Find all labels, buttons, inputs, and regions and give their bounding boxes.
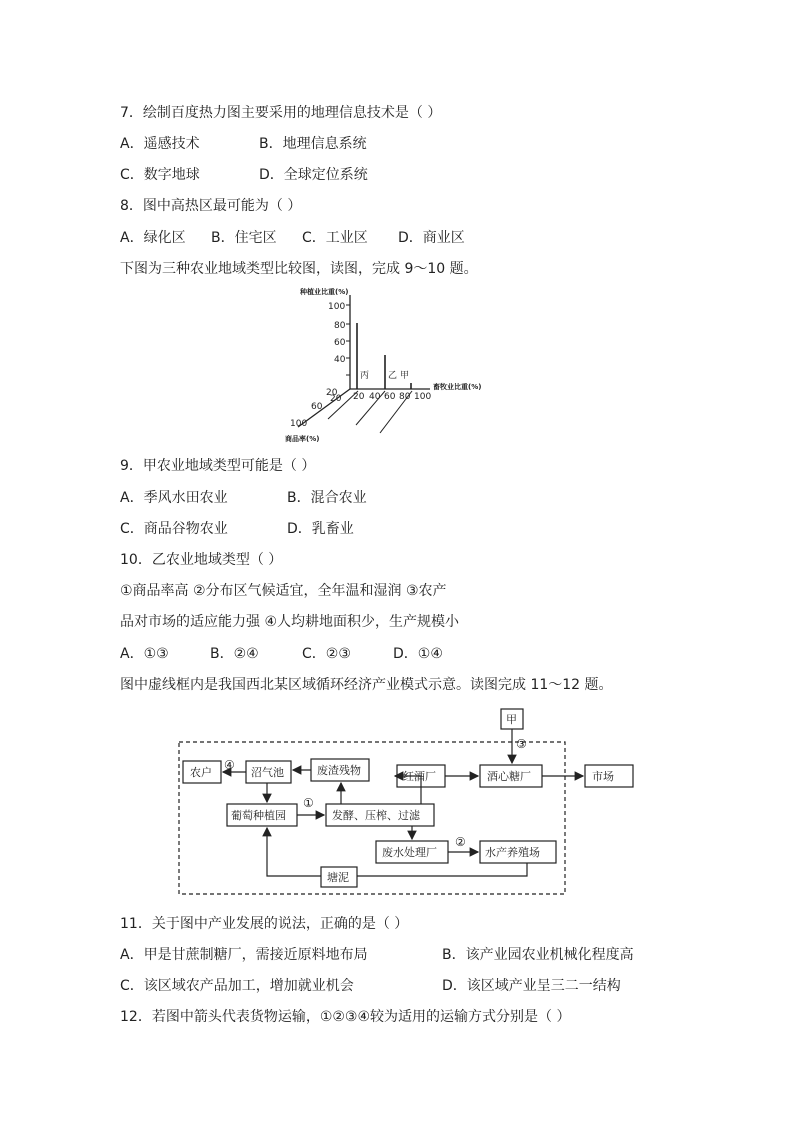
q7-option-d: D．全球定位系统 <box>259 167 368 183</box>
chart-xlabel: 畜牧业比重(%) <box>433 383 482 391</box>
label-yi: 乙 <box>388 371 398 381</box>
ytick: 20 <box>326 388 338 398</box>
ztick: 20 <box>330 394 342 404</box>
q10-stem: 10．乙农业地域类型（ ） <box>120 552 283 568</box>
q11-option-b: B．该产业园农业机械化程度高 <box>442 947 634 963</box>
q8-option-c: C．工业区 <box>302 230 368 246</box>
label-jia: 甲 <box>400 371 410 381</box>
q10-option-d: D．①④ <box>393 646 443 662</box>
q9-stem: 9．甲农业地域类型可能是（ ） <box>120 458 316 474</box>
svg-text:水产养殖场: 水产养殖场 <box>485 846 540 859</box>
svg-text:红酒厂: 红酒厂 <box>403 770 436 783</box>
q12-stem: 12．若图中箭头代表货物运输，①②③④较为适用的运输方式分别是（ ） <box>120 1009 571 1025</box>
ytick: 100 <box>328 302 346 312</box>
svg-text:废渣残物: 废渣残物 <box>317 764 361 777</box>
q9-option-d: D．乳畜业 <box>287 521 354 537</box>
ztick: 60 <box>311 402 323 412</box>
ytick: 40 <box>334 355 346 365</box>
xtick: 80 <box>399 392 411 402</box>
svg-text:酒心糖厂: 酒心糖厂 <box>487 770 531 783</box>
q10-statement-line1: ①商品率高 ②分布区气候适宜，全年温和湿润 ③农产 <box>120 583 447 599</box>
q8-option-d: D．商业区 <box>398 230 465 246</box>
q10-option-a: A．①③ <box>120 646 169 662</box>
xtick: 40 <box>369 392 381 402</box>
q9-option-a: A．季风水田农业 <box>120 490 228 506</box>
svg-text:葡萄种植园: 葡萄种植园 <box>231 809 286 822</box>
svg-text:废水处理厂: 废水处理厂 <box>382 846 437 859</box>
intro-11-12: 图中虚线框内是我国西北某区域循环经济产业模式示意。读图完成 11～12 题。 <box>120 677 613 693</box>
q8-option-a: A．绿化区 <box>120 230 186 246</box>
chart-zlabel: 商品率(%) <box>285 435 320 443</box>
chart-ylabel: 种植业比重(%) <box>300 288 349 296</box>
label-4: ④ <box>224 758 235 772</box>
q8-stem: 8．图中高热区最可能为（ ） <box>120 198 302 214</box>
label-bing: 丙 <box>360 371 370 381</box>
xtick: 20 <box>353 392 365 402</box>
svg-text:发酵、压榨、过滤: 发酵、压榨、过滤 <box>332 809 420 822</box>
q11-stem: 11．关于图中产业发展的说法，正确的是（ ） <box>120 916 409 932</box>
intro-9-10: 下图为三种农业地域类型比较图，读图，完成 9～10 题。 <box>120 261 478 277</box>
ztick: 100 <box>290 419 308 429</box>
q10-option-b: B．②④ <box>210 646 259 662</box>
ytick: 80 <box>334 321 346 331</box>
agriculture-comparison-chart <box>280 285 520 445</box>
ytick: 60 <box>334 338 346 348</box>
svg-text:市场: 市场 <box>592 770 614 783</box>
xtick: 60 <box>384 392 396 402</box>
q7-option-a: A．遥感技术 <box>120 136 200 152</box>
q9-option-b: B．混合农业 <box>287 490 367 506</box>
q7-option-c: C．数字地球 <box>120 167 200 183</box>
q7-option-b: B．地理信息系统 <box>259 136 367 152</box>
q11-option-d: D．该区域产业呈三二一结构 <box>442 978 621 994</box>
q10-option-c: C．②③ <box>302 646 351 662</box>
q7-stem: 7．绘制百度热力图主要采用的地理信息技术是（ ） <box>120 105 442 121</box>
q9-option-c: C．商品谷物农业 <box>120 521 228 537</box>
circular-economy-diagram <box>175 705 645 900</box>
q8-option-b: B．住宅区 <box>211 230 277 246</box>
svg-text:甲: 甲 <box>506 713 517 726</box>
label-2: ② <box>455 835 466 849</box>
q11-option-c: C．该区域农产品加工，增加就业机会 <box>120 978 354 994</box>
svg-text:农户: 农户 <box>190 766 212 779</box>
q11-option-a: A．甲是甘蔗制糖厂，需接近原料地布局 <box>120 947 368 963</box>
q10-statement-line2: 品对市场的适应能力强 ④人均耕地面积少，生产规模小 <box>120 614 459 630</box>
label-1: ① <box>303 796 314 810</box>
xtick: 100 <box>414 392 432 402</box>
label-3: ③ <box>516 737 527 751</box>
svg-text:塘泥: 塘泥 <box>327 871 349 884</box>
svg-text:沼气池: 沼气池 <box>251 766 284 779</box>
